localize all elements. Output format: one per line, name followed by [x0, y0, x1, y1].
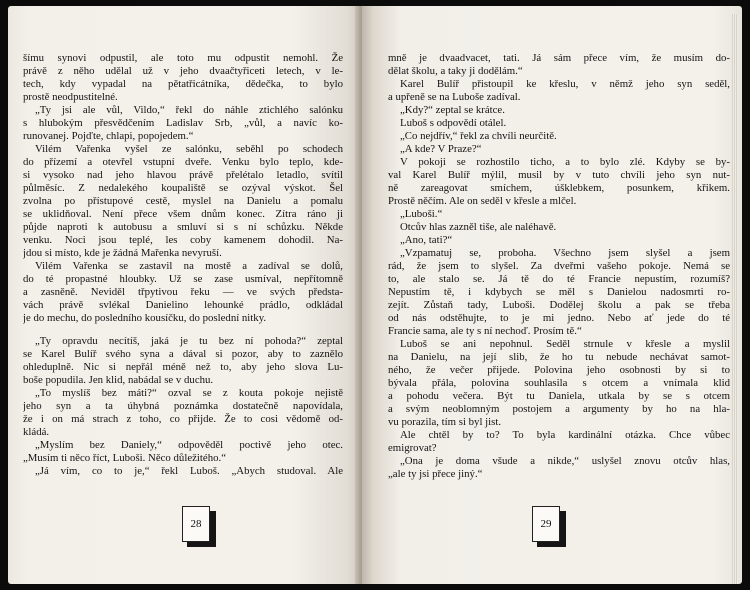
text-line: jdou si místo, kde je žádná Mařenka nevyruší. [23, 247, 222, 259]
page-edge [732, 14, 738, 584]
text-line: vách právě svlékal Danielino lehounké prádlo, odkládal [23, 299, 343, 311]
right-page-number [532, 506, 560, 542]
text-line: a zasněně. Neviděl třpytivou řeku — ve svých předsta- [23, 286, 343, 298]
text-line: je do mechu, do posledního kousíčku, do poslední nitky. [23, 312, 267, 324]
text-line: a svým neoblomným postojem a argumenty by ho na hla- [388, 403, 730, 415]
text-line: „Vzpamatuj se, proboha. Všechno jsem slyšel a jsem [400, 247, 730, 259]
text-line: „Ona je doma všude a nikde,“ uslyšel znovu otcův hlas, [400, 455, 730, 467]
text-line: Nepustím tě, i kdybych se měl s Danielou nadosmrti ro- [388, 286, 730, 298]
text-line: mně je dvaadvacet, tati. Já sám přece vím, že musím do- [388, 52, 730, 64]
paragraph-gap [23, 325, 343, 335]
text-line: val Karel Bulíř mýlil, musil by v tuto chvíli jeho syn nut- [388, 169, 730, 181]
text-line: a pohodu večera. Být tu Daniela, utkala by se s otcem [388, 390, 730, 402]
text-line: do přízemí a otevřel vstupní dveře. Venku bylo teplo, kde- [23, 156, 343, 168]
text-line: „ale ty jsi přece jiný.“ [388, 468, 483, 480]
text-line: „Kdy?“ zeptal se krátce. [400, 104, 505, 116]
text-line: ně zareagovat smíchem, úšklebkem, posunkem, křikem. [388, 182, 730, 194]
left-page-number [182, 506, 210, 542]
text-line: do té propastné hloubky. Už se zase usmíval, nepřítomně [23, 273, 343, 285]
text-line: právě z něho udělal už v jeho dvaačtyřiceti letech, v le- [23, 65, 343, 77]
text-line: bývala přála, polovina souhlasila s otcem a vnímala klid [388, 377, 730, 389]
left-page-number-label: 28 [190, 518, 202, 530]
text-line: „Musím ti něco říct, Luboši. Něco důležitého.“ [23, 452, 226, 464]
text-line: kládá. [23, 426, 50, 438]
text-line: Ale chtěl by to? To byla kardinální otázka. Chce vůbec [400, 429, 730, 441]
text-line: zejít. Zůstaň tady, Luboši. Dodělej školu a pak se třeba [388, 299, 730, 311]
text-line: V pokoji se rozhostilo ticho, a to bylo zlé. Kdyby se by- [400, 156, 730, 168]
text-line: venku. Noci jsou teplé, les coby kamenem dohodil. Na- [23, 234, 343, 246]
text-line: dělat školu, a taky ji dodělám.“ [388, 65, 523, 77]
text-line: „Ty opravdu necítíš, jaká je tu bez ní pohoda?“ zeptal [35, 335, 343, 347]
text-line: Prostě něčím. Ale on seděl v křesle a mlčel. [388, 195, 577, 207]
text-line: „Ano, tati?“ [400, 234, 453, 246]
right-page-number-label: 29 [540, 518, 552, 530]
text-line: s hlubokým přesvědčením Ladislav Srb, „vůl, a navíc ko- [23, 117, 343, 129]
text-line: šímu synovi odpustil, ale toto mu odpustit nemohl. Že [23, 52, 343, 64]
text-line: „Já vím, co to je,“ řekl Luboš. „Abych studoval. Ale [35, 465, 343, 477]
text-line: rád, že jsem to slyšel. Za dveřmi vašeho pokoje. Nemá se [388, 260, 730, 272]
text-line: to, ale stalo se. Já tě do té Francie nepustím, rozumíš? [388, 273, 730, 285]
text-line: „Ty jsi ale vůl, Vildo,“ řekl do náhle ztichlého salónku [35, 104, 343, 116]
text-line: prostě neodpustitelné. [23, 91, 118, 103]
left-page [8, 6, 362, 584]
text-line: runovanej. Pojďte, chlapi, popojedem.“ [23, 130, 194, 142]
text-line: vu porazila, tím si byl jist. [388, 416, 502, 428]
text-line: na Danielu, na její slib, že ho tu nebude nechávat samot- [388, 351, 730, 363]
right-page [362, 6, 742, 584]
text-line: Otcův hlas zazněl tiše, ale naléhavě. [400, 221, 557, 233]
text-line: Vilém Vařenka vyšel ze salónku, seběhl po schodech [35, 143, 343, 155]
text-line: si vysoko nad jeho hlavou právě přelétalo letadlo, svítil [23, 169, 343, 181]
text-line: jeho syn a ta úhybná poznámka dostatečně napovídala, [23, 400, 343, 412]
text-line: Luboš se ani nepohnul. Seděl strnule v křesle a myslil [400, 338, 730, 350]
text-line: Luboš s odpovědí otálel. [400, 117, 507, 129]
text-line: ného, že večer přijede. Polovina jeho osobnosti by si to [388, 364, 730, 376]
text-line: emigrovat? [388, 442, 437, 454]
text-line: od nás odstěhujte, to je mi jedno. Nebo ať jede do té [388, 312, 730, 324]
text-line: „Co nejdřív,“ řekl za chvíli neurčitě. [400, 130, 557, 142]
text-line: se uklidňoval. Není přece všem dnům konec. Zítra ráno ji [23, 208, 343, 220]
text-line: Vilém Vařenka se zastavil na mostě a zadíval se dolů, [35, 260, 343, 272]
text-line: tech, kdy vypadal na pětatřicátníka, dědečka, to bylo [23, 78, 343, 90]
text-line: „Myslím bez Daniely,“ odpověděl poctivě jeho otec. [35, 439, 343, 451]
left-page-text [23, 52, 343, 478]
text-line: Francie sama, ale ty s ní nechoď. Prosím tě.“ [388, 325, 582, 337]
text-line: „Luboši.“ [400, 208, 443, 220]
text-line: ohleduplně. Nic si nepřál méně než to, aby jeho slova Lu- [23, 361, 343, 373]
text-line: „A kde? V Praze?“ [400, 143, 482, 155]
text-line: půlměsíc. Z nedalekého koupaliště se ozýval výskot. Šel [23, 182, 343, 194]
text-line: že i on má strach z toho, co přijde. Že to cosi vědomě od- [23, 413, 343, 425]
text-line: se Karel Bulíř svého syna a dával si pozor, aby to zaznělo [23, 348, 343, 360]
right-page-text [388, 52, 730, 481]
text-line: zvolna po přístupové cestě, myslel na Danielu a pomalu [23, 195, 343, 207]
text-line: půjde naproti k autobusu a smluví si s ní schůzku. Někde [23, 221, 343, 233]
text-line: „To myslíš bez máti?“ ozval se z kouta pokoje nejistě [35, 387, 343, 399]
text-line: a upřeně se na Luboše zadíval. [388, 91, 521, 103]
text-line: boše popudila. Jen klid, nabádal se v duchu. [23, 374, 214, 386]
text-line: Karel Bulíř přistoupil ke křeslu, v němž jeho syn seděl, [400, 78, 730, 90]
